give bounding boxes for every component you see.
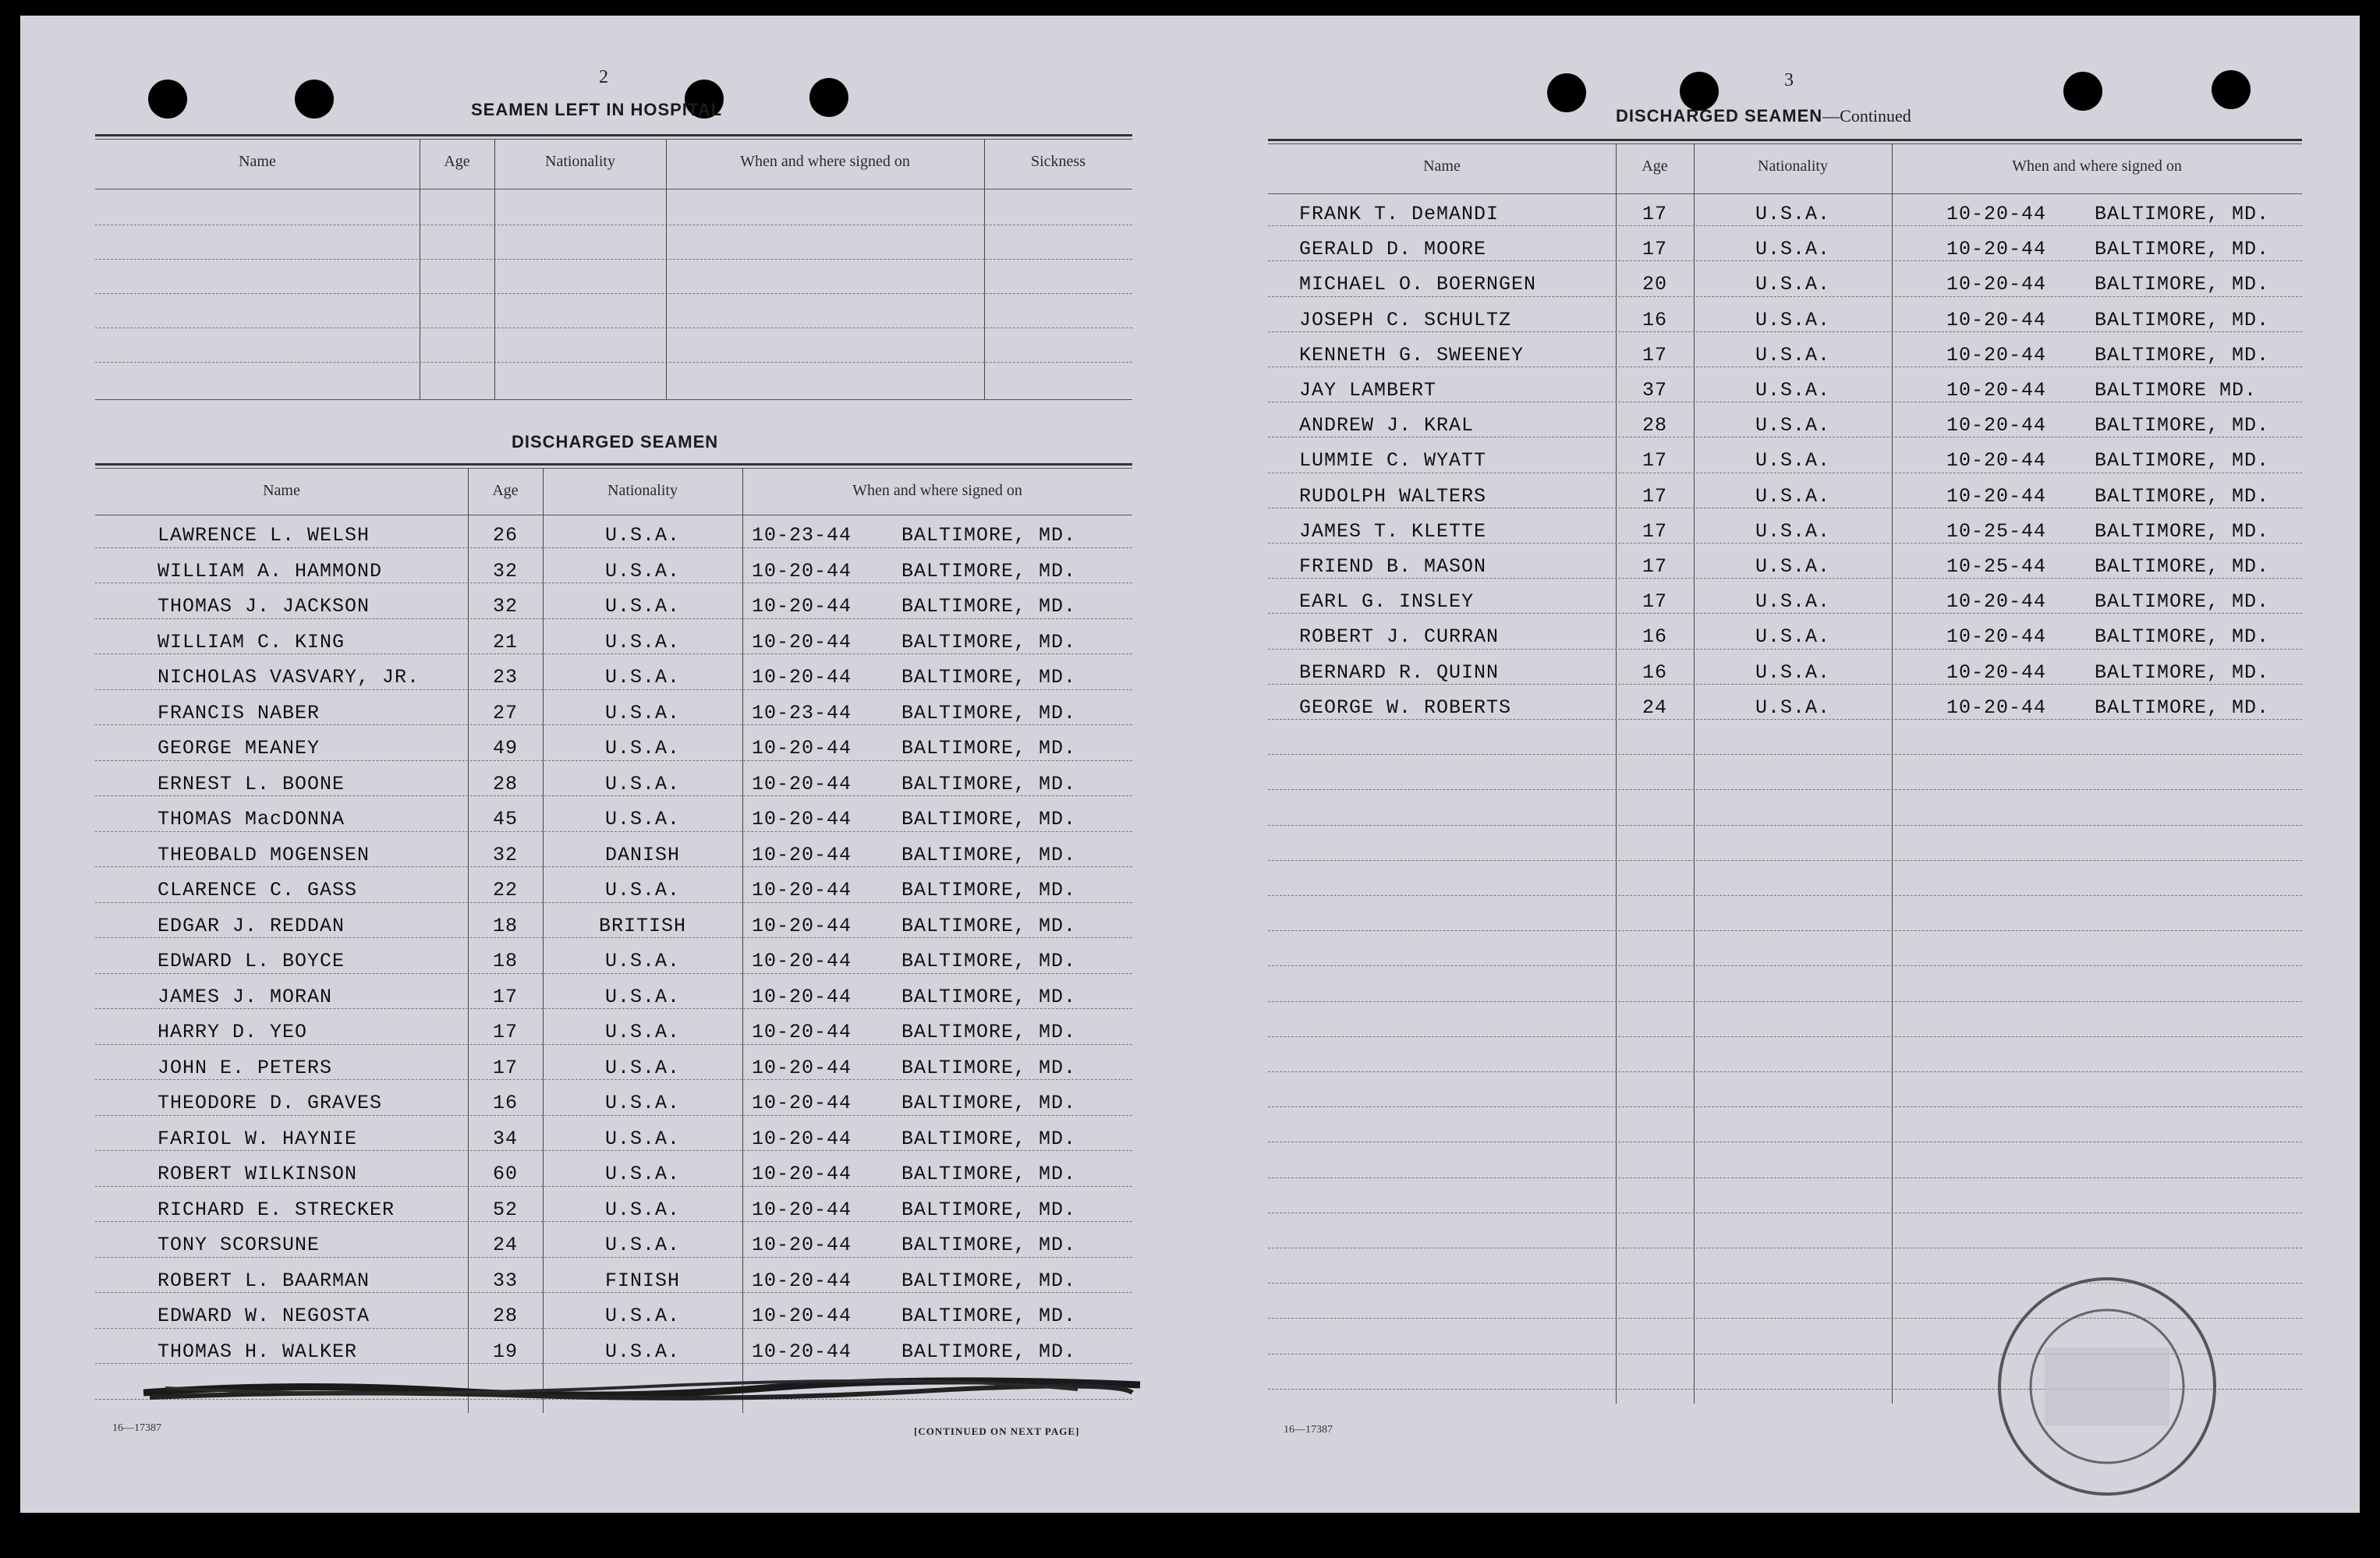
- seaman-nationality: U.S.A.: [1755, 660, 1830, 684]
- seaman-age: 17: [1642, 449, 1667, 473]
- seaman-age: 33: [492, 1269, 518, 1292]
- signed-on-place: BALTIMORE, MD.: [901, 1305, 1077, 1327]
- seaman-age: 26: [492, 524, 518, 547]
- signed-on-place: BALTIMORE, MD.: [901, 1127, 1077, 1150]
- seaman-nationality: DANISH: [604, 843, 680, 866]
- signed-on-date: 10-20-44: [752, 843, 852, 866]
- seaman-name: EDGAR J. REDDAN: [158, 914, 345, 937]
- signed-on-place: BALTIMORE, MD.: [901, 559, 1077, 582]
- seaman-name: CLARENCE C. GASS: [158, 879, 358, 901]
- signed-on-date: 10-20-44: [752, 1198, 852, 1221]
- signed-on-place: BALTIMORE, MD.: [901, 914, 1077, 937]
- signed-on-date: 10-20-44: [752, 808, 852, 830]
- signed-on-place: BALTIMORE, MD.: [901, 1269, 1077, 1292]
- seaman-name: GERALD D. MOORE: [1299, 238, 1487, 261]
- col-header-sickness: Sickness: [1031, 153, 1086, 170]
- col-header-nationality: Nationality: [1758, 158, 1828, 175]
- seaman-name: FRANCIS NABER: [158, 701, 321, 724]
- col-header-age: Age: [1642, 158, 1668, 175]
- seaman-age: 49: [492, 737, 518, 760]
- seaman-name: THOMAS H. WALKER: [158, 1340, 358, 1363]
- signed-on-place: BALTIMORE, MD.: [901, 737, 1077, 760]
- seaman-age: 18: [492, 914, 518, 937]
- signed-on-place: BALTIMORE, MD.: [2095, 414, 2270, 437]
- seaman-name: FARIOL W. HAYNIE: [158, 1127, 358, 1150]
- seaman-name: LAWRENCE L. WELSH: [158, 524, 370, 547]
- seaman-age: 60: [492, 1163, 518, 1185]
- signed-on-place: BALTIMORE, MD.: [901, 808, 1077, 830]
- seaman-name: ROBERT WILKINSON: [158, 1163, 358, 1185]
- seaman-nationality: U.S.A.: [604, 1234, 680, 1256]
- seaman-age: 17: [492, 1056, 518, 1079]
- seaman-name: EDWARD W. NEGOSTA: [158, 1305, 370, 1327]
- seaman-name: RICHARD E. STRECKER: [158, 1198, 395, 1221]
- signed-on-date: 10-20-44: [1946, 590, 2047, 614]
- signed-on-place: BALTIMORE, MD.: [901, 1021, 1077, 1043]
- scribbled-out-row: [142, 1376, 1148, 1407]
- seaman-name: ANDREW J. KRAL: [1299, 414, 1475, 437]
- seaman-nationality: U.S.A.: [1755, 343, 1830, 366]
- seaman-age: 32: [492, 843, 518, 866]
- signed-on-date: 10-20-44: [752, 1127, 852, 1150]
- seaman-nationality: U.S.A.: [604, 595, 680, 618]
- signed-on-date: 10-20-44: [752, 985, 852, 1008]
- seaman-nationality: U.S.A.: [604, 950, 680, 972]
- punch-hole: [148, 80, 187, 119]
- col-header-age: Age: [444, 153, 470, 170]
- punch-hole: [2063, 72, 2102, 111]
- signed-on-place: BALTIMORE, MD.: [901, 595, 1077, 618]
- seaman-age: 22: [492, 879, 518, 901]
- signed-on-place: BALTIMORE, MD.: [901, 879, 1077, 901]
- col-header-name: Name: [239, 153, 276, 170]
- signed-on-date: 10-20-44: [1946, 203, 2047, 225]
- seaman-name: RUDOLPH WALTERS: [1299, 484, 1487, 508]
- form-number-right: 16—17387: [1284, 1424, 1333, 1436]
- signed-on-date: 10-20-44: [1946, 484, 2047, 508]
- signed-on-place: BALTIMORE, MD.: [901, 985, 1077, 1008]
- signed-on-date: 10-20-44: [752, 666, 852, 689]
- signed-on-place: BALTIMORE, MD.: [2095, 555, 2270, 578]
- seaman-nationality: U.S.A.: [1755, 414, 1830, 437]
- continued-note: [CONTINUED ON NEXT PAGE]: [914, 1425, 1080, 1437]
- signed-on-date: 10-20-44: [752, 950, 852, 972]
- seaman-age: 16: [1642, 625, 1667, 649]
- seaman-nationality: U.S.A.: [604, 737, 680, 760]
- seaman-nationality: U.S.A.: [1755, 696, 1830, 719]
- seaman-age: 28: [492, 1305, 518, 1327]
- punch-hole: [2212, 70, 2251, 109]
- signed-on-date: 10-20-44: [752, 1163, 852, 1185]
- seaman-name: THOMAS MacDONNA: [158, 808, 345, 830]
- received-stamp: [1990, 1269, 2224, 1503]
- signed-on-date: 10-20-44: [752, 914, 852, 937]
- seaman-name: ROBERT L. BAARMAN: [158, 1269, 370, 1292]
- col-header-signed-on: When and where signed on: [740, 153, 910, 170]
- discharged-table-left: [95, 463, 1132, 1422]
- seaman-name: FRANK T. DeMANDI: [1299, 203, 1500, 225]
- signed-on-place: BALTIMORE, MD.: [901, 1234, 1077, 1256]
- signed-on-place: BALTIMORE, MD.: [2095, 238, 2270, 261]
- seaman-nationality: U.S.A.: [604, 1092, 680, 1114]
- signed-on-place: BALTIMORE, MD.: [2095, 273, 2270, 296]
- seaman-nationality: U.S.A.: [604, 630, 680, 653]
- seaman-age: 17: [1642, 484, 1667, 508]
- seaman-name: FRIEND B. MASON: [1299, 555, 1487, 578]
- signed-on-place: BALTIMORE, MD.: [901, 772, 1077, 795]
- signed-on-date: 10-20-44: [752, 1056, 852, 1079]
- seaman-nationality: U.S.A.: [604, 524, 680, 547]
- seaman-nationality: U.S.A.: [1755, 519, 1830, 543]
- seaman-age: 19: [492, 1340, 518, 1363]
- seaman-age: 17: [1642, 343, 1667, 366]
- seaman-nationality: FINISH: [604, 1269, 680, 1292]
- seaman-age: 27: [492, 701, 518, 724]
- seaman-age: 28: [1642, 414, 1667, 437]
- signed-on-place: BALTIMORE MD.: [2095, 379, 2258, 402]
- signed-on-date: 10-20-44: [752, 879, 852, 901]
- signed-on-place: BALTIMORE, MD.: [2095, 449, 2270, 473]
- seaman-age: 17: [1642, 555, 1667, 578]
- signed-on-date: 10-20-44: [752, 1092, 852, 1114]
- seaman-age: 34: [492, 1127, 518, 1150]
- signed-on-date: 10-20-44: [1946, 696, 2047, 719]
- seaman-name: GEORGE MEANEY: [158, 737, 321, 760]
- seaman-age: 17: [1642, 519, 1667, 543]
- seaman-name: LUMMIE C. WYATT: [1299, 449, 1487, 473]
- signed-on-date: 10-20-44: [1946, 660, 2047, 684]
- signed-on-date: 10-20-44: [1946, 625, 2047, 649]
- signed-on-date: 10-20-44: [752, 1234, 852, 1256]
- punch-hole: [1680, 72, 1719, 111]
- signed-on-date: 10-20-44: [752, 1340, 852, 1363]
- signed-on-date: 10-20-44: [752, 1305, 852, 1327]
- signed-on-date: 10-20-44: [1946, 308, 2047, 331]
- seaman-nationality: U.S.A.: [1755, 238, 1830, 261]
- signed-on-date: 10-20-44: [752, 737, 852, 760]
- seaman-nationality: U.S.A.: [604, 666, 680, 689]
- signed-on-place: BALTIMORE, MD.: [2095, 343, 2270, 366]
- signed-on-place: BALTIMORE, MD.: [901, 1056, 1077, 1079]
- seaman-nationality: BRITISH: [598, 914, 687, 937]
- seaman-nationality: U.S.A.: [1755, 590, 1830, 614]
- signed-on-date: 10-20-44: [1946, 343, 2047, 366]
- seaman-nationality: U.S.A.: [604, 1056, 680, 1079]
- seaman-nationality: U.S.A.: [1755, 203, 1830, 225]
- seaman-age: 17: [492, 985, 518, 1008]
- document-sheet: [20, 16, 2360, 1513]
- seaman-age: 17: [1642, 590, 1667, 614]
- seaman-name: ROBERT J. CURRAN: [1299, 625, 1500, 649]
- seaman-name: KENNETH G. SWEENEY: [1299, 343, 1525, 366]
- signed-on-date: 10-25-44: [1946, 519, 2047, 543]
- signed-on-place: BALTIMORE, MD.: [2095, 484, 2270, 508]
- signed-on-place: BALTIMORE, MD.: [901, 630, 1077, 653]
- signed-on-date: 10-23-44: [752, 701, 852, 724]
- seaman-name: HARRY D. YEO: [158, 1021, 308, 1043]
- seaman-age: 23: [492, 666, 518, 689]
- seaman-nationality: U.S.A.: [604, 1198, 680, 1221]
- seaman-name: ERNEST L. BOONE: [158, 772, 345, 795]
- punch-hole: [809, 78, 848, 117]
- seaman-name: TONY SCORSUNE: [158, 1234, 321, 1256]
- signed-on-date: 10-20-44: [752, 772, 852, 795]
- seaman-name: EDWARD L. BOYCE: [158, 950, 345, 972]
- seaman-name: JAMES J. MORAN: [158, 985, 333, 1008]
- signed-on-date: 10-25-44: [1946, 555, 2047, 578]
- signed-on-date: 10-20-44: [752, 595, 852, 618]
- seaman-nationality: U.S.A.: [604, 559, 680, 582]
- seaman-nationality: U.S.A.: [1755, 484, 1830, 508]
- signed-on-date: 10-20-44: [1946, 238, 2047, 261]
- punch-hole: [1547, 73, 1586, 112]
- seaman-age: 28: [492, 772, 518, 795]
- seaman-age: 18: [492, 950, 518, 972]
- signed-on-date: 10-20-44: [1946, 273, 2047, 296]
- seaman-nationality: U.S.A.: [604, 772, 680, 795]
- signed-on-place: BALTIMORE, MD.: [901, 1340, 1077, 1363]
- col-header-name: Name: [263, 482, 300, 499]
- seaman-nationality: U.S.A.: [604, 1305, 680, 1327]
- seaman-name: JOSEPH C. SCHULTZ: [1299, 308, 1512, 331]
- signed-on-place: BALTIMORE, MD.: [901, 666, 1077, 689]
- seaman-nationality: U.S.A.: [604, 1127, 680, 1150]
- seaman-nationality: U.S.A.: [1755, 308, 1830, 331]
- seaman-nationality: U.S.A.: [1755, 379, 1830, 402]
- col-header-nationality: Nationality: [607, 482, 678, 499]
- seaman-age: 17: [492, 1021, 518, 1043]
- seaman-nationality: U.S.A.: [1755, 555, 1830, 578]
- seaman-name: WILLIAM C. KING: [158, 630, 345, 653]
- col-header-nationality: Nationality: [545, 153, 615, 170]
- seaman-nationality: U.S.A.: [604, 1163, 680, 1185]
- title-suffix: —Continued: [1822, 106, 1911, 126]
- seaman-age: 24: [1642, 696, 1667, 719]
- seaman-nationality: U.S.A.: [604, 701, 680, 724]
- seaman-age: 17: [1642, 203, 1667, 225]
- seaman-age: 16: [492, 1092, 518, 1114]
- punch-hole: [295, 80, 334, 119]
- seaman-name: NICHOLAS VASVARY, JR.: [158, 666, 420, 689]
- signed-on-date: 10-20-44: [1946, 379, 2047, 402]
- signed-on-place: BALTIMORE, MD.: [901, 1198, 1077, 1221]
- seaman-age: 20: [1642, 273, 1667, 296]
- seaman-nationality: U.S.A.: [1755, 625, 1830, 649]
- seaman-age: 16: [1642, 660, 1667, 684]
- signed-on-place: BALTIMORE, MD.: [901, 701, 1077, 724]
- seaman-name: THEOBALD MOGENSEN: [158, 843, 370, 866]
- signed-on-date: 10-20-44: [752, 559, 852, 582]
- seaman-nationality: U.S.A.: [604, 879, 680, 901]
- seaman-age: 32: [492, 559, 518, 582]
- signed-on-date: 10-20-44: [1946, 414, 2047, 437]
- title-main: DISCHARGED SEAMEN: [1616, 106, 1823, 126]
- seaman-nationality: U.S.A.: [1755, 273, 1830, 296]
- seaman-age: 21: [492, 630, 518, 653]
- seaman-age: 37: [1642, 379, 1667, 402]
- signed-on-place: BALTIMORE, MD.: [901, 524, 1077, 547]
- signed-on-place: BALTIMORE, MD.: [901, 843, 1077, 866]
- seaman-nationality: U.S.A.: [604, 1340, 680, 1363]
- discharged-continued-title: [1616, 106, 1911, 126]
- seaman-age: 52: [492, 1198, 518, 1221]
- seaman-name: JOHN E. PETERS: [158, 1056, 333, 1079]
- signed-on-place: BALTIMORE, MD.: [901, 1092, 1077, 1114]
- signed-on-place: BALTIMORE, MD.: [2095, 660, 2270, 684]
- seaman-age: 24: [492, 1234, 518, 1256]
- seaman-name: JAY LAMBERT: [1299, 379, 1437, 402]
- signed-on-place: BALTIMORE, MD.: [901, 1163, 1077, 1185]
- signed-on-date: 10-20-44: [1946, 449, 2047, 473]
- signed-on-date: 10-20-44: [752, 630, 852, 653]
- seaman-name: JAMES T. KLETTE: [1299, 519, 1487, 543]
- seaman-name: THOMAS J. JACKSON: [158, 595, 370, 618]
- col-header-age: Age: [492, 482, 519, 499]
- col-header-name: Name: [1423, 158, 1461, 175]
- seaman-nationality: U.S.A.: [1755, 449, 1830, 473]
- form-number-left: 16—17387: [112, 1422, 161, 1434]
- discharged-table-right: [1268, 139, 2302, 1418]
- seaman-name: WILLIAM A. HAMMOND: [158, 559, 383, 582]
- signed-on-date: 10-20-44: [752, 1269, 852, 1292]
- seaman-age: 17: [1642, 238, 1667, 261]
- seaman-age: 16: [1642, 308, 1667, 331]
- seaman-age: 45: [492, 808, 518, 830]
- signed-on-date: 10-20-44: [752, 1021, 852, 1043]
- col-header-signed-on: When and where signed on: [852, 482, 1022, 499]
- signed-on-place: BALTIMORE, MD.: [2095, 696, 2270, 719]
- seaman-nationality: U.S.A.: [604, 808, 680, 830]
- signed-on-place: BALTIMORE, MD.: [2095, 308, 2270, 331]
- hospital-section-title: SEAMEN LEFT IN HOSPITAL: [471, 100, 723, 119]
- seaman-name: THEODORE D. GRAVES: [158, 1092, 383, 1114]
- seaman-name: MICHAEL O. BOERNGEN: [1299, 273, 1537, 296]
- signed-on-place: BALTIMORE, MD.: [2095, 590, 2270, 614]
- col-header-signed-on: When and where signed on: [2012, 158, 2182, 175]
- seaman-nationality: U.S.A.: [604, 1021, 680, 1043]
- seaman-nationality: U.S.A.: [604, 985, 680, 1008]
- page-number-left: 2: [599, 67, 608, 87]
- signed-on-place: BALTIMORE, MD.: [2095, 519, 2270, 543]
- discharged-section-title: DISCHARGED SEAMEN: [512, 432, 719, 451]
- seaman-name: GEORGE W. ROBERTS: [1299, 696, 1512, 719]
- hospital-table: [95, 134, 1132, 424]
- seaman-name: BERNARD R. QUINN: [1299, 660, 1500, 684]
- seaman-name: EARL G. INSLEY: [1299, 590, 1475, 614]
- signed-on-place: BALTIMORE, MD.: [2095, 625, 2270, 649]
- seaman-age: 32: [492, 595, 518, 618]
- signed-on-place: BALTIMORE, MD.: [2095, 203, 2270, 225]
- page-number-right: 3: [1784, 70, 1794, 90]
- signed-on-place: BALTIMORE, MD.: [901, 950, 1077, 972]
- signed-on-date: 10-23-44: [752, 524, 852, 547]
